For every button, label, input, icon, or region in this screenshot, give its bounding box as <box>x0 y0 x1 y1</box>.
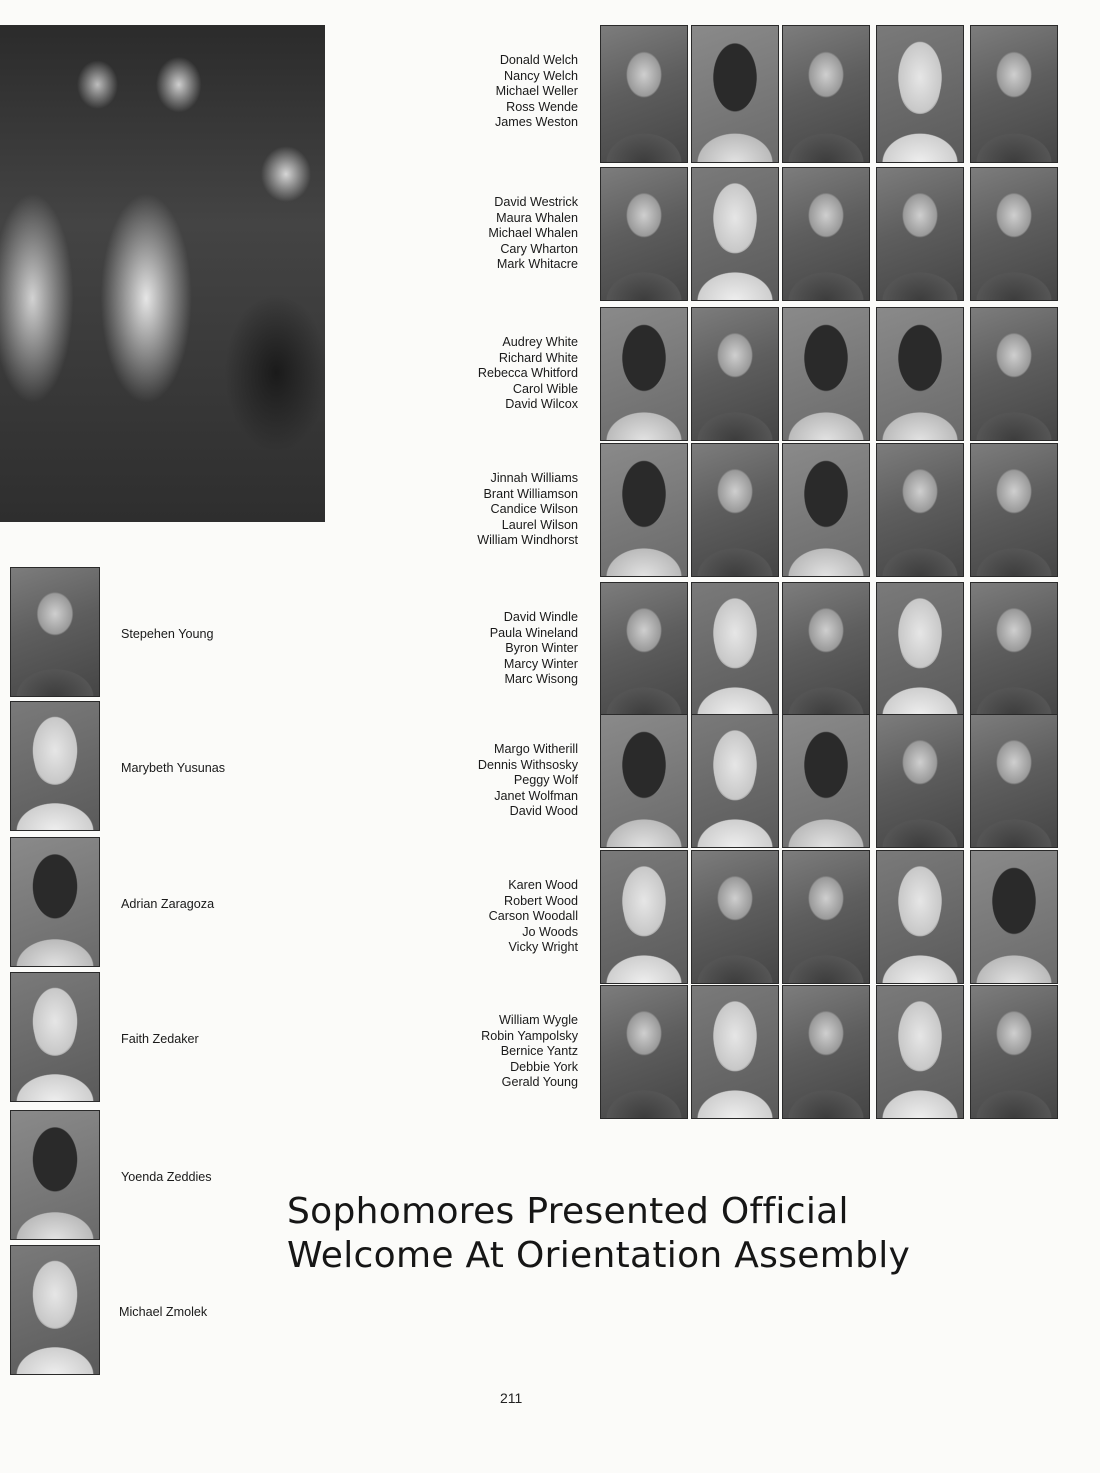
student-portrait <box>10 972 100 1102</box>
student-portrait <box>782 443 870 577</box>
student-name: Byron Winter <box>505 641 578 656</box>
student-name: Mark Whitacre <box>496 257 578 272</box>
name-list <box>490 610 578 688</box>
headline-line-1: Sophomores Presented Official <box>287 1191 849 1232</box>
student-portrait <box>600 850 688 984</box>
student-name: Brant Williamson <box>483 486 578 501</box>
student-portrait <box>691 714 779 848</box>
student-name: Marybeth Yusunas <box>121 761 226 775</box>
student-name: William Windhorst <box>477 533 578 548</box>
student-portrait <box>691 443 779 577</box>
name-list <box>495 53 578 131</box>
student-portrait <box>691 850 779 984</box>
student-name: Robert Wood <box>504 893 578 908</box>
student-portrait <box>600 167 688 301</box>
student-portrait <box>970 582 1058 716</box>
headline <box>287 1190 987 1278</box>
student-portrait <box>876 850 964 984</box>
student-name: Adrian Zaragoza <box>121 897 215 911</box>
student-portrait <box>600 25 688 163</box>
name-list <box>481 1013 578 1091</box>
student-portrait <box>600 443 688 577</box>
student-name: Michael Weller <box>495 84 578 99</box>
student-name: David Wilcox <box>505 397 578 412</box>
student-portrait <box>782 985 870 1119</box>
student-name: Paula Wineland <box>489 625 578 640</box>
student-portrait <box>970 850 1058 984</box>
student-portrait <box>600 985 688 1119</box>
student-portrait <box>782 714 870 848</box>
student-portrait <box>876 985 964 1119</box>
student-name: Peggy Wolf <box>513 773 578 788</box>
student-name: Candice Wilson <box>490 502 578 517</box>
student-portrait <box>782 850 870 984</box>
student-name: Carson Woodall <box>488 909 578 924</box>
page-number: 211 <box>500 1390 523 1406</box>
student-name: Nancy Welch <box>504 68 578 83</box>
student-name: Margo Witherill <box>494 742 578 756</box>
student-portrait <box>876 25 964 163</box>
student-portrait <box>970 307 1058 441</box>
student-portrait <box>10 1245 100 1375</box>
student-name: Audrey White <box>502 335 578 349</box>
student-name: Marcy Winter <box>503 656 578 671</box>
student-name: Donald Welch <box>499 53 578 67</box>
student-name: Carol Wible <box>512 381 578 396</box>
student-name: Jo Woods <box>522 924 578 939</box>
student-name: Faith Zedaker <box>121 1032 199 1046</box>
student-portrait <box>782 307 870 441</box>
student-portrait <box>782 25 870 163</box>
student-name: Michael Whalen <box>488 226 578 241</box>
student-portrait <box>10 567 100 697</box>
student-name: Vicky Wright <box>508 940 578 955</box>
student-portrait <box>691 25 779 163</box>
student-name: Debbie York <box>510 1059 578 1074</box>
student-portrait <box>782 582 870 716</box>
name-list <box>478 335 578 413</box>
student-name: Yoenda Zeddies <box>121 1170 212 1184</box>
student-name: Robin Yampolsky <box>481 1028 578 1043</box>
student-portrait <box>10 1110 100 1240</box>
student-name: Gerald Young <box>501 1075 578 1090</box>
student-portrait <box>600 582 688 716</box>
student-portrait <box>10 701 100 831</box>
student-portrait <box>970 714 1058 848</box>
student-portrait <box>970 985 1058 1119</box>
student-name: Karen Wood <box>508 878 578 892</box>
student-portrait <box>970 167 1058 301</box>
name-list <box>488 195 578 273</box>
student-portrait <box>876 714 964 848</box>
student-name: Bernice Yantz <box>500 1044 578 1059</box>
student-name: Jinnah Williams <box>490 471 578 485</box>
assembly-photo <box>0 25 325 522</box>
name-list <box>478 742 578 820</box>
student-portrait <box>600 714 688 848</box>
student-portrait <box>782 167 870 301</box>
student-portrait <box>691 985 779 1119</box>
student-portrait <box>691 582 779 716</box>
student-name: William Wygle <box>499 1013 578 1027</box>
student-portrait <box>691 167 779 301</box>
student-portrait <box>876 167 964 301</box>
student-name: Stepehen Young <box>121 627 214 641</box>
student-name: James Weston <box>494 115 578 130</box>
student-name: Janet Wolfman <box>494 788 578 803</box>
name-list <box>477 471 578 549</box>
student-name: Richard White <box>498 350 578 365</box>
student-portrait <box>10 837 100 967</box>
student-name: Cary Wharton <box>500 241 578 256</box>
student-name: Michael Zmolek <box>119 1305 208 1319</box>
student-name: Marc Wisong <box>504 672 578 687</box>
student-name: Laurel Wilson <box>501 517 578 532</box>
student-portrait <box>970 443 1058 577</box>
student-name: Rebecca Whitford <box>477 366 578 381</box>
student-name: David Wood <box>509 804 578 819</box>
student-portrait <box>876 443 964 577</box>
student-portrait <box>970 25 1058 163</box>
student-portrait <box>876 582 964 716</box>
student-name: Ross Wende <box>506 99 578 114</box>
student-portrait <box>691 307 779 441</box>
student-portrait <box>600 307 688 441</box>
student-name: David Westrick <box>494 195 578 209</box>
student-name: Dennis Withsosky <box>477 757 578 772</box>
student-name: Maura Whalen <box>496 210 578 225</box>
student-portrait <box>876 307 964 441</box>
name-list <box>489 878 578 956</box>
student-name: David Windle <box>503 610 578 624</box>
headline-line-2: Welcome At Orientation Assembly <box>287 1235 911 1276</box>
